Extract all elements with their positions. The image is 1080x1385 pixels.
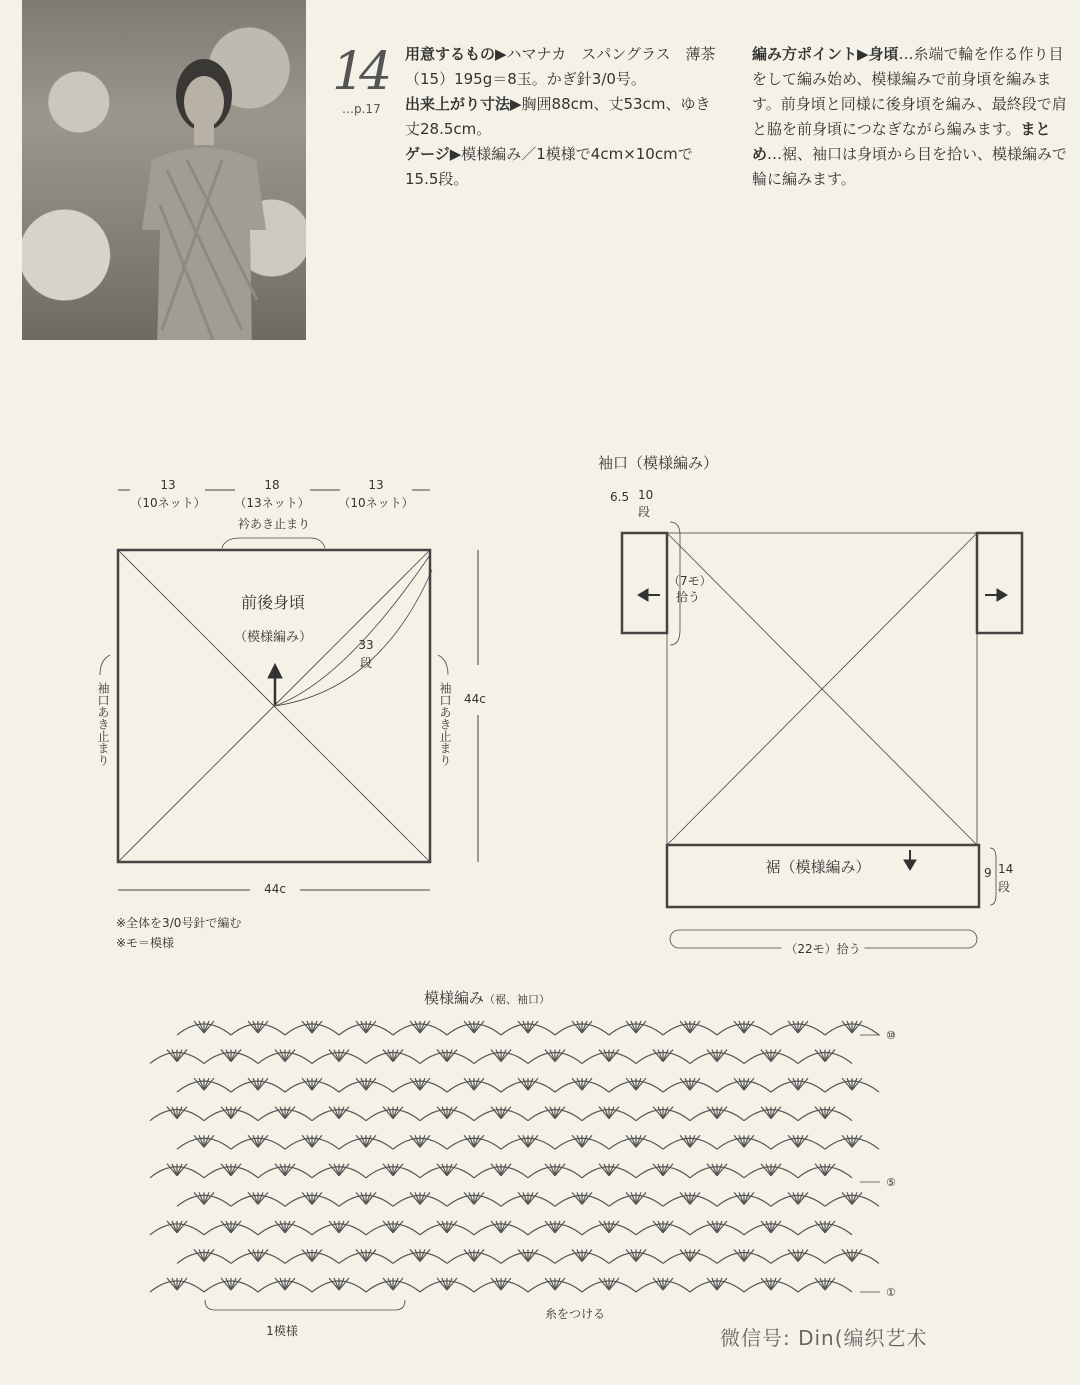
- fan-stitch: [491, 1221, 511, 1233]
- sleeve-rows-unit: 段: [638, 505, 651, 519]
- fan-stitch: [788, 1135, 808, 1147]
- fan-stitch: [572, 1078, 592, 1090]
- fan-stitch: [761, 1050, 781, 1062]
- fan-stitch: [356, 1078, 376, 1090]
- fan-stitch: [167, 1050, 187, 1062]
- fan-stitch: [383, 1164, 403, 1176]
- armhole-label-left: 袖口あき止まり: [96, 682, 110, 766]
- fan-stitch: [599, 1278, 619, 1290]
- dim-top-right-sub: （10ネット）: [338, 496, 414, 510]
- fan-stitch: [356, 1192, 376, 1204]
- fan-stitch: [221, 1164, 241, 1176]
- fan-stitch: [518, 1192, 538, 1204]
- fan-stitch: [491, 1107, 511, 1119]
- sleeve-width: 6.5: [610, 490, 630, 504]
- fan-stitch: [545, 1278, 565, 1290]
- fan-stitch: [545, 1221, 565, 1233]
- fan-stitch: [842, 1249, 862, 1261]
- fan-stitch: [572, 1249, 592, 1261]
- rows-unit: 段: [359, 656, 373, 670]
- fan-stitch: [410, 1078, 430, 1090]
- fan-stitch: [572, 1135, 592, 1147]
- row-marker-10: ⑩: [886, 1029, 896, 1042]
- fan-stitch: [410, 1192, 430, 1204]
- fan-stitch: [842, 1078, 862, 1090]
- fan-stitch: [518, 1078, 538, 1090]
- fan-stitch: [302, 1192, 322, 1204]
- fan-stitch: [383, 1107, 403, 1119]
- fan-stitch: [167, 1107, 187, 1119]
- height-label: 44c: [464, 692, 486, 706]
- fan-stitch: [356, 1021, 376, 1033]
- fan-stitch: [302, 1249, 322, 1261]
- fan-stitch: [302, 1021, 322, 1033]
- fan-stitch: [275, 1107, 295, 1119]
- fan-stitch: [491, 1164, 511, 1176]
- fan-stitch: [626, 1249, 646, 1261]
- fan-stitch: [464, 1078, 484, 1090]
- hem-cm: 9: [984, 866, 992, 880]
- fan-stitch: [302, 1078, 322, 1090]
- fan-stitch: [491, 1050, 511, 1062]
- fan-stitch: [680, 1135, 700, 1147]
- fan-stitch: [194, 1135, 214, 1147]
- fan-stitch: [248, 1021, 268, 1033]
- fan-stitch: [410, 1021, 430, 1033]
- dim-top-left: 13: [160, 478, 176, 492]
- fan-stitch: [707, 1050, 727, 1062]
- sleeve-pick-unit: 拾う: [676, 590, 701, 604]
- fan-stitch: [761, 1221, 781, 1233]
- width-label: 44c: [264, 882, 286, 896]
- fan-stitch: [680, 1078, 700, 1090]
- rows-count: 33: [358, 638, 374, 652]
- body-subtitle: （模様編み）: [233, 630, 313, 645]
- fan-stitch: [437, 1221, 457, 1233]
- fan-stitch: [383, 1050, 403, 1062]
- fan-stitch: [761, 1107, 781, 1119]
- fan-stitch: [653, 1278, 673, 1290]
- fan-stitch: [626, 1021, 646, 1033]
- fan-stitch: [788, 1192, 808, 1204]
- fan-stitch: [464, 1135, 484, 1147]
- gauge-value: 模様編み／1模様で4cm×10cmで15.5段。: [405, 145, 693, 188]
- fan-stitch: [599, 1221, 619, 1233]
- sleeve-pick-count: （7モ）: [668, 574, 712, 588]
- fan-stitch: [545, 1107, 565, 1119]
- fan-stitch: [734, 1021, 754, 1033]
- fan-stitch: [572, 1192, 592, 1204]
- fan-stitch: [788, 1249, 808, 1261]
- fan-stitch: [545, 1050, 565, 1062]
- fan-stitch: [329, 1050, 349, 1062]
- fan-stitch: [194, 1249, 214, 1261]
- hem-rows: 14: [998, 862, 1014, 876]
- fan-stitch: [383, 1278, 403, 1290]
- fan-stitch: [707, 1107, 727, 1119]
- fan-stitch: [815, 1278, 835, 1290]
- fan-stitch: [626, 1192, 646, 1204]
- fan-stitch: [221, 1221, 241, 1233]
- fan-stitch: [383, 1221, 403, 1233]
- finishing-label: まとめ: [752, 120, 1051, 163]
- dim-top-left-sub: （10ネット）: [130, 496, 206, 510]
- fan-stitch: [545, 1164, 565, 1176]
- fan-stitch: [734, 1078, 754, 1090]
- fan-stitch: [248, 1078, 268, 1090]
- body-title: 前後身頃: [240, 593, 306, 612]
- fan-stitch: [356, 1249, 376, 1261]
- dim-top-mid: 18: [264, 478, 280, 492]
- fan-stitch: [653, 1050, 673, 1062]
- row-marker-5: ⑤: [886, 1176, 896, 1189]
- fan-stitch: [329, 1164, 349, 1176]
- fan-stitch: [707, 1164, 727, 1176]
- fan-stitch: [248, 1192, 268, 1204]
- hem-rows-unit: 段: [998, 880, 1011, 894]
- fan-stitch: [464, 1021, 484, 1033]
- fan-stitch: [275, 1278, 295, 1290]
- fan-stitch: [599, 1164, 619, 1176]
- points-text: …糸端で輪を作る作り目をして編み始め、模様編みで前身頃を編みます。前身頃と同様に後身頃を編み、最終段で肩と脇を前身頃につなぎながら編みます。: [752, 45, 1067, 138]
- points-label: 編み方ポイント▶身頃: [752, 45, 899, 63]
- fan-stitch: [518, 1135, 538, 1147]
- row-marker-1: ①: [886, 1286, 896, 1299]
- watermark: 微信号: Din(编织艺术: [720, 1326, 928, 1350]
- materials-label: 用意するもの▶: [405, 45, 507, 63]
- fan-stitch: [842, 1192, 862, 1204]
- armhole-label-right: 袖口あき止まり: [438, 682, 452, 766]
- fan-stitch: [464, 1249, 484, 1261]
- size-label: 出来上がり寸法▶: [405, 95, 522, 113]
- pattern-number: 14: [332, 42, 387, 102]
- fan-stitch: [734, 1192, 754, 1204]
- fan-stitch: [167, 1221, 187, 1233]
- chart-subtitle: （裾、袖口）: [484, 993, 551, 1006]
- chart-title-text: 模様編み: [424, 989, 485, 1007]
- note-needle: ※全体を3/0号針で編む: [116, 916, 242, 930]
- fan-stitch: [167, 1164, 187, 1176]
- fan-stitch: [518, 1021, 538, 1033]
- fan-stitch: [356, 1135, 376, 1147]
- fan-stitch: [194, 1021, 214, 1033]
- fan-stitch: [437, 1278, 457, 1290]
- size-value: 胸囲88cm、丈53cm、ゆき丈28.5cm。: [405, 95, 711, 138]
- fan-stitch: [248, 1135, 268, 1147]
- fan-stitch: [815, 1050, 835, 1062]
- fan-stitch: [194, 1078, 214, 1090]
- fan-stitch: [734, 1249, 754, 1261]
- fan-stitch: [599, 1050, 619, 1062]
- fan-stitch: [518, 1249, 538, 1261]
- gauge-label: ゲージ▶: [405, 145, 462, 163]
- fan-stitch: [572, 1021, 592, 1033]
- fan-stitch: [329, 1278, 349, 1290]
- fan-stitch: [680, 1249, 700, 1261]
- fan-stitch: [734, 1135, 754, 1147]
- fan-stitch: [842, 1021, 862, 1033]
- fan-stitch: [680, 1192, 700, 1204]
- fan-stitch: [815, 1221, 835, 1233]
- fan-stitch: [599, 1107, 619, 1119]
- fan-stitch: [275, 1164, 295, 1176]
- hem-pick: （22モ）拾う: [781, 940, 864, 957]
- fan-stitch: [761, 1278, 781, 1290]
- fan-stitch: [680, 1021, 700, 1033]
- finishing-text: …裾、袖口は身頃から目を拾い、模様編みで輪に編みます。: [752, 145, 1068, 188]
- fan-stitch: [707, 1278, 727, 1290]
- fan-stitch: [437, 1050, 457, 1062]
- fan-stitch: [221, 1278, 241, 1290]
- note-abbrev: ※モ＝模様: [116, 936, 175, 950]
- fan-stitch: [491, 1278, 511, 1290]
- fan-stitch: [707, 1221, 727, 1233]
- fan-stitch: [788, 1021, 808, 1033]
- fan-stitch: [194, 1192, 214, 1204]
- fan-stitch: [329, 1107, 349, 1119]
- fan-stitch: [653, 1221, 673, 1233]
- fan-stitch: [815, 1164, 835, 1176]
- fan-stitch: [437, 1164, 457, 1176]
- dim-top-mid-sub: （13ネット）: [234, 496, 310, 510]
- fan-stitch: [248, 1249, 268, 1261]
- sleeve-title: 袖口（模様編み）: [598, 454, 719, 472]
- fan-stitch: [275, 1050, 295, 1062]
- page-reference: …p.17: [342, 102, 381, 116]
- dim-top-right: 13: [368, 478, 384, 492]
- materials-value: ハマナカ スパングラス 薄茶（15）195g＝8玉。かぎ針3/0号。: [405, 45, 716, 88]
- fan-stitch: [626, 1078, 646, 1090]
- fan-stitch: [329, 1221, 349, 1233]
- fan-stitch: [410, 1249, 430, 1261]
- fan-stitch: [221, 1050, 241, 1062]
- fan-stitch: [464, 1192, 484, 1204]
- repeat-label: 1模様: [266, 1324, 298, 1338]
- fan-stitch: [437, 1107, 457, 1119]
- hem-label: 裾（模様編み）: [765, 858, 871, 876]
- fan-stitch: [626, 1135, 646, 1147]
- fan-stitch: [653, 1107, 673, 1119]
- fan-stitch: [788, 1078, 808, 1090]
- fan-stitch: [167, 1278, 187, 1290]
- neck-opening-label: 衿あき止まり: [237, 517, 311, 531]
- fan-stitch: [842, 1135, 862, 1147]
- chart-title: [424, 987, 550, 1008]
- start-label: 糸をつける: [545, 1307, 606, 1321]
- fan-stitch: [815, 1107, 835, 1119]
- fan-stitch: [410, 1135, 430, 1147]
- sleeve-rows: 10: [638, 488, 654, 502]
- fan-stitch: [302, 1135, 322, 1147]
- fan-stitch: [221, 1107, 241, 1119]
- fan-stitch: [653, 1164, 673, 1176]
- fan-stitch: [761, 1164, 781, 1176]
- fan-stitch: [275, 1221, 295, 1233]
